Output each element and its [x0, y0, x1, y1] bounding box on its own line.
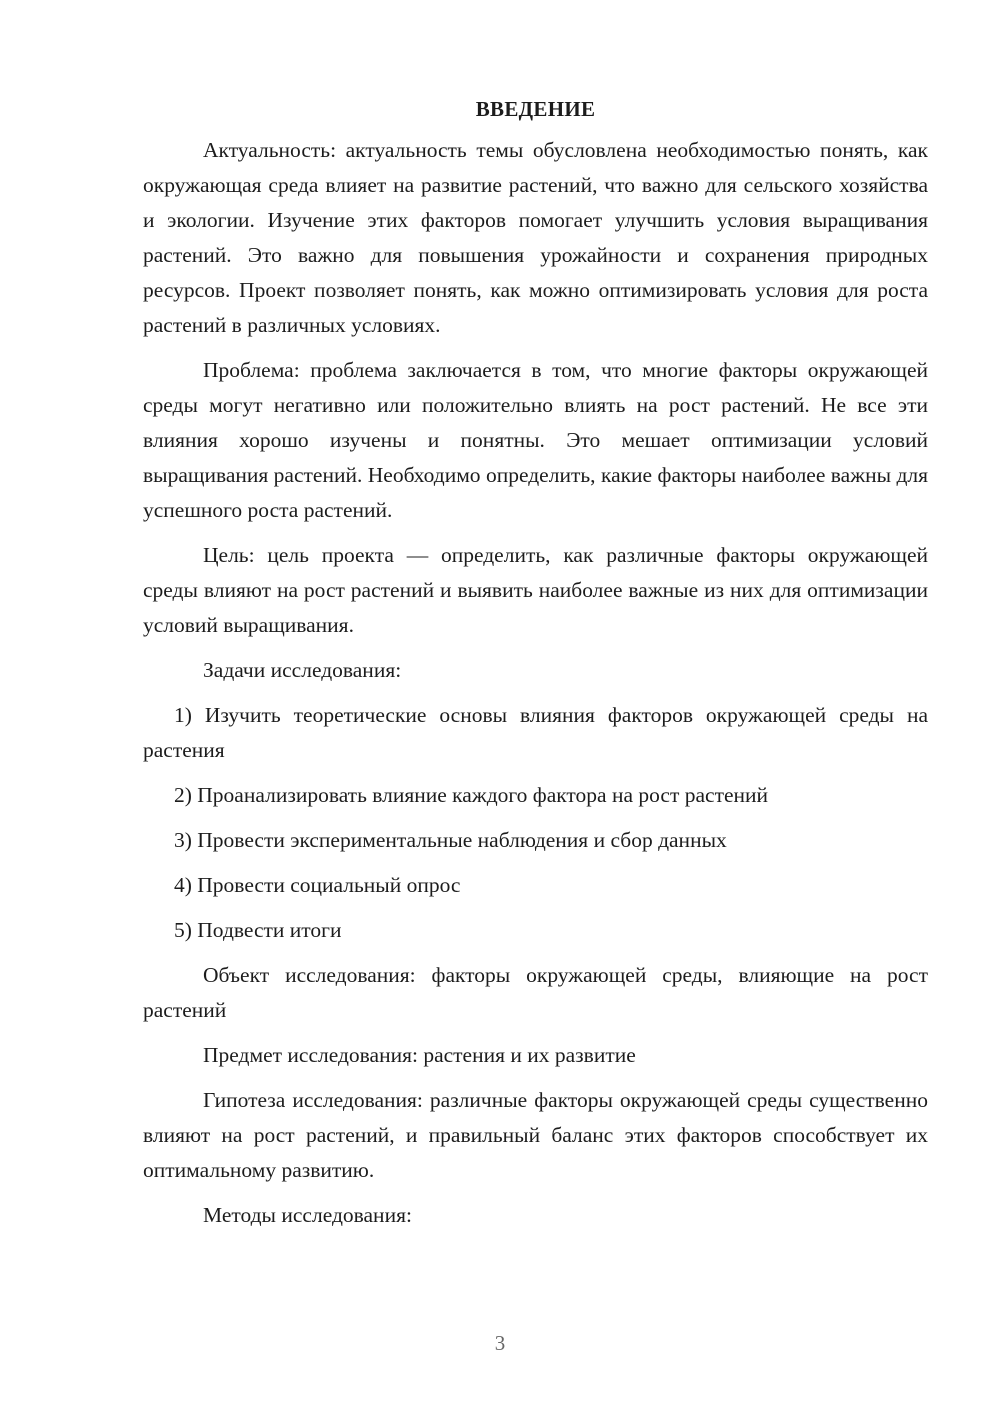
task-item: 4) Провести социальный опрос [174, 873, 461, 897]
task-item: 5) Подвести итоги [174, 918, 342, 942]
task-item: 3) Провести экспериментальные наблюдения и сбор данных [174, 828, 727, 852]
task-item: 2) Проанализировать влияние каждого фактора на рост растений [174, 783, 769, 807]
page-title: ВВЕДЕНИЕ [475, 97, 596, 121]
task-item: 1) Изучить теоретические основы влияния факторов окружающей среды на растения [143, 703, 928, 762]
object-paragraph: Объект исследования: факторы окружающей среды, влияющие на рост растений [143, 963, 928, 1022]
page-number: 3 [494, 1331, 506, 1355]
tasks-list [143, 698, 928, 948]
problem-paragraph: Проблема: проблема заключается в том, что многие факторы окружающей среды могут негативно или положительно влиять на рост растений. Не все эти влияния хорошо изучены и понятны. Это мешает оптимизации условий выращивания растений. Необходимо определить, какие факторы наиболее важны для успешного роста растений. [143, 358, 928, 522]
subject-paragraph: Предмет исследования: растения и их развитие [203, 1043, 636, 1067]
hypothesis-paragraph: Гипотеза исследования: различные факторы окружающей среды существенно влияют на рост растений, и правильный баланс этих факторов способствует их оптимальному развитию. [143, 1088, 928, 1182]
relevance-paragraph: Актуальность: актуальность темы обусловлена необходимостью понять, как окружающая среда влияет на развитие растений, что важно для сельского хозяйства и экологии. Изучение этих факторов помогает улучшить условия выращивания растений. Это важно для повышения урожайности и сохранения природных ресурсов. Проект позволяет понять, как можно оптимизировать условия для роста растений в различных условиях. [143, 138, 928, 337]
tasks-heading: Задачи исследования: [203, 658, 402, 682]
methods-heading: Методы исследования: [203, 1203, 412, 1227]
goal-paragraph: Цель: цель проекта — определить, как различные факторы окружающей среды влияют на рост растений и выявить наиболее важные из них для оптимизации условий выращивания. [143, 543, 928, 637]
document-page [143, 92, 928, 1243]
